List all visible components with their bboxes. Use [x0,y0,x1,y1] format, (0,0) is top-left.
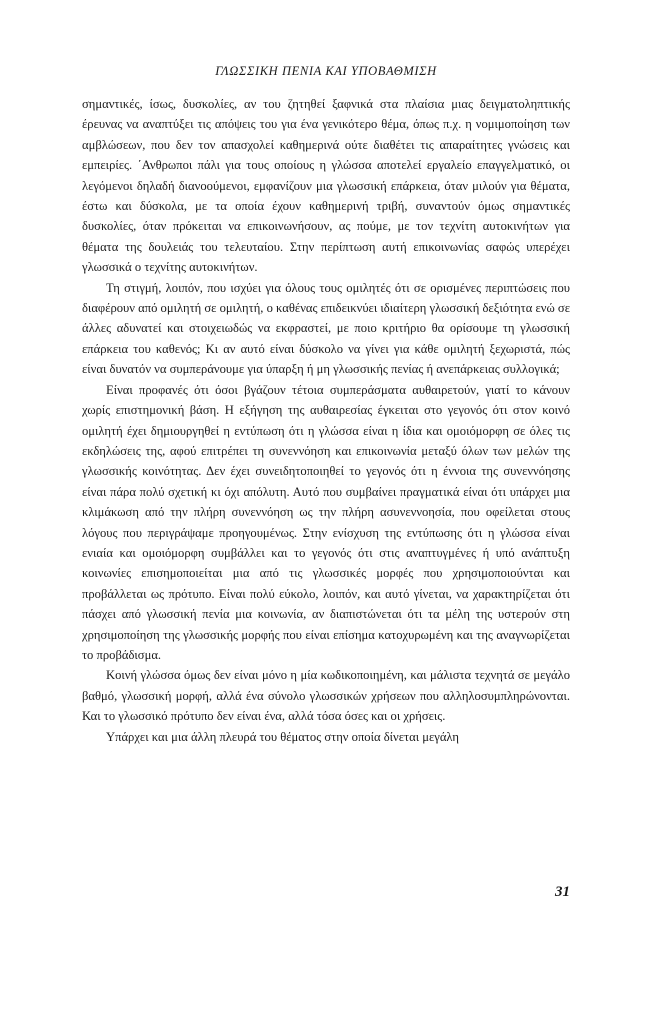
paragraph-5: Υπάρχει και μια άλλη πλευρά του θέματος στην οποία δίνεται μεγάλη [106,729,460,744]
running-head: ΓΛΩΣΣΙΚΗ ΠΕΝΙΑ ΚΑΙ ΥΠΟΒΑΘΜΙΣΗ [215,64,437,78]
paragraph-1: σημαντικές, ίσως, δυσκολίες, αν του ζητηθεί ξαφνικά στα πλαίσια μιας δειγματοληπτικής έρευνας να αναπτύξει τις απόψεις του για ένα γενικότερο θέμα, όπως π.χ. η νομιμοποίηση των αμβλώσεων, που δεν τον απασχολεί καθημερινά ούτε διαθέτει τις απαραίτητες γνώσεις και εμπειρίες. ΄Ανθρωποι πάλι για τους οποίους η γλώσσα αποτελεί εργαλείο επαγγελματικό, οι λεγόμενοι δηλαδή διανοούμενοι, εμφανίζουν μια γλωσσική επάρκεια, όταν μιλούν για θέματα, έστω και δύσκολα, με τα οποία έχουν καθημερινή τριβή, συναντούν όμως σημαντικές δυσκολίες, όταν πρόκειται να επικοινωνήσουν, ας πούμε, με τον τεχνίτη αυτοκινήτων για θέματα της δουλειάς του τελευταίου. Στην περίπτωση αυτή επικοινωνίας σαφώς υπερέχει γλωσσικά ο τεχνίτης αυτοκινήτων. [82,97,570,275]
body-text [82,94,570,747]
book-page [82,0,570,1024]
paragraph-3: Είναι προφανές ότι όσοι βγάζουν τέτοια συμπεράσματα αυθαιρετούν, γιατί το κάνουν χωρίς επιστημονική βάση. Η εξήγηση της αυθαιρεσίας έγκειται στο γεγονός ότι στον κοινό ομιλητή έχει δημιουργηθεί η εντύπωση ότι η γλώσσα είναι η ίδια και ομοιόμορφη σε όλες τις εκδηλώσεις της, αφού επιτρέπει τη συνεννόηση και επικοινωνία μεταξύ όλων των μελών της γλωσσικής κοινότητας. Δεν έχει συνειδητοποιηθεί το γεγονός ότι η έννοια της συνεννόησης είναι πάρα πολύ σχετική κι όχι απόλυτη. Αυτό που συμβαίνει πραγματικά είναι ότι υπάρχει μια κλιμάκωση από την πλήρη συνεννόηση ως την πλήρη ασυνεννοησία, που οφείλεται στους λόγους που περιγράψαμε προηγουμένως. Στην ενίσχυση της εντύπωσης ότι η γλώσσα είναι ενιαία και ομοιόμορφη συμβάλλει και το γεγονός ότι στις αναπτυγμένες ή υπό ανάπτυξη κοινωνίες επισημοποιείται μια από τις γλωσσικές μορφές που χρησιμοποιούνται και προβάλλεται ως πρότυπο. Είναι πολύ εύκολο, λοιπόν, και αυτό γίνεται, να χαρακτηρίζεται ότι πάσχει από γλωσσική πενία μια κοινωνία, αν διαπιστώνεται ότι τα μέλη της υστερούν στη χρησιμοποίηση της γλωσσικής μορφής που είναι επίσημα κατοχυρωμένη και της αναγνωρίζεται το προβάδισμα. [82,382,570,662]
paragraph-2: Τη στιγμή, λοιπόν, που ισχύει για όλους τους ομιλητές ότι σε ορισμένες περιπτώσεις που διαφέρουν από ομιλητή σε ομιλητή, ο καθένας επιδεικνύει ιδιαίτερη γλωσσική δεξιότητα ενώ σε άλλες αδυνατεί και στοιχειωδώς να εκφραστεί, με ποιο κριτήριο θα ορίσουμε τη γλωσσική επάρκεια του καθενός; Κι αν αυτό είναι δύσκολο να γίνει για κάθε ομιλητή ξεχωριστά, πώς είναι δυνατόν να συμπεράνουμε για ύπαρξη ή μη γλωσσικής πενίας ή ανεπάρκειας συλλογικά; [82,280,570,377]
page-number: 31 [555,884,570,900]
paragraph-4: Κοινή γλώσσα όμως δεν είναι μόνο η μία κωδικοποιημένη, και μάλιστα τεχνητά σε μεγάλο βαθμό, γλωσσική μορφή, αλλά ένα σύνολο γλωσσικών χρήσεων που αλληλοσυμπληρώνονται. Και το γλωσσικό πρότυπο δεν είναι ένα, αλλά τόσα όσες και οι χρήσεις. [82,668,570,724]
